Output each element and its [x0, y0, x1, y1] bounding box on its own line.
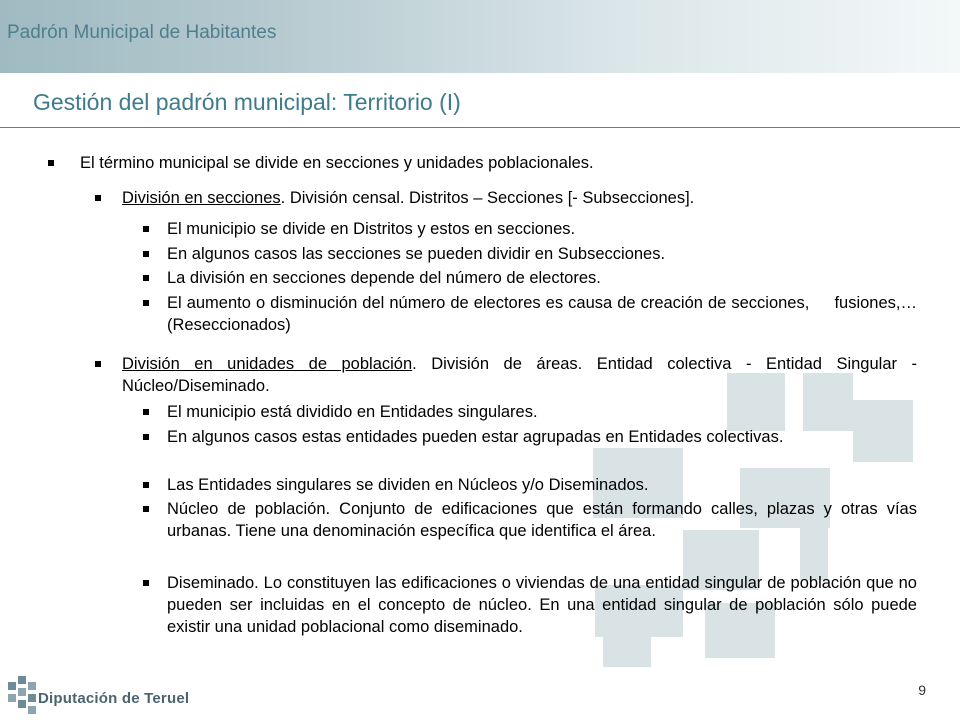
- list-item: Diseminado. Lo constituyen las edificaciones o viviendas de una entidad singular de población que no pueden ser incluidas en el concepto de núcleo. En una entidad singular de población sólo puede existir una unidad poblacional como diseminado.: [143, 572, 917, 638]
- list-item: Núcleo de población. Conjunto de edificaciones que están formando calles, plazas y otras vías urbanas. Tiene una denominación específica que identifica el área.: [143, 498, 917, 542]
- square-bullet-icon: [143, 434, 149, 440]
- footer-logo-text: Diputación de Teruel: [38, 690, 190, 707]
- square-bullet-icon: [143, 482, 149, 488]
- square-bullet-icon: [143, 580, 149, 586]
- slide-title: Gestión del padrón municipal: Territorio (I): [33, 89, 461, 115]
- list-item: Las Entidades singulares se dividen en Núcleos y/o Diseminados.: [143, 474, 917, 496]
- list-item: División en secciones. División censal. Distritos – Secciones [- Subsecciones].: [95, 187, 917, 209]
- square-bullet-icon: [143, 226, 149, 232]
- list-item: División en unidades de población. División de áreas. Entidad colectiva - Entidad Singular - Núcleo/Diseminado.: [95, 353, 917, 397]
- square-bullet-icon: [48, 160, 54, 166]
- list-item: La división en secciones depende del número de electores.: [143, 267, 917, 289]
- square-bullet-icon: [95, 361, 101, 367]
- square-bullet-icon: [143, 409, 149, 415]
- list-item: El municipio está dividido en Entidades singulares.: [143, 401, 917, 423]
- population-units-heading: División en unidades de población: [122, 355, 413, 373]
- square-bullet-icon: [95, 195, 101, 201]
- page-number: 9: [918, 682, 926, 698]
- square-bullet-icon: [143, 275, 149, 281]
- square-bullet-icon: [143, 506, 149, 512]
- list-item: El aumento o disminución del número de electores es causa de creación de secciones, fusiones,… (Reseccionados): [143, 292, 917, 336]
- section-division-heading: División en secciones: [122, 189, 281, 207]
- square-bullet-icon: [143, 300, 149, 306]
- list-item: En algunos casos las secciones se pueden dividir en Subsecciones.: [143, 243, 917, 265]
- square-bullet-icon: [143, 251, 149, 257]
- list-item: El municipio se divide en Distritos y estos en secciones.: [143, 218, 917, 240]
- list-item: En algunos casos estas entidades pueden estar agrupadas en Entidades colectivas.: [143, 426, 917, 448]
- list-item: El término municipal se divide en secciones y unidades poblacionales.: [48, 152, 908, 174]
- header-title: Padrón Municipal de Habitantes: [7, 22, 277, 43]
